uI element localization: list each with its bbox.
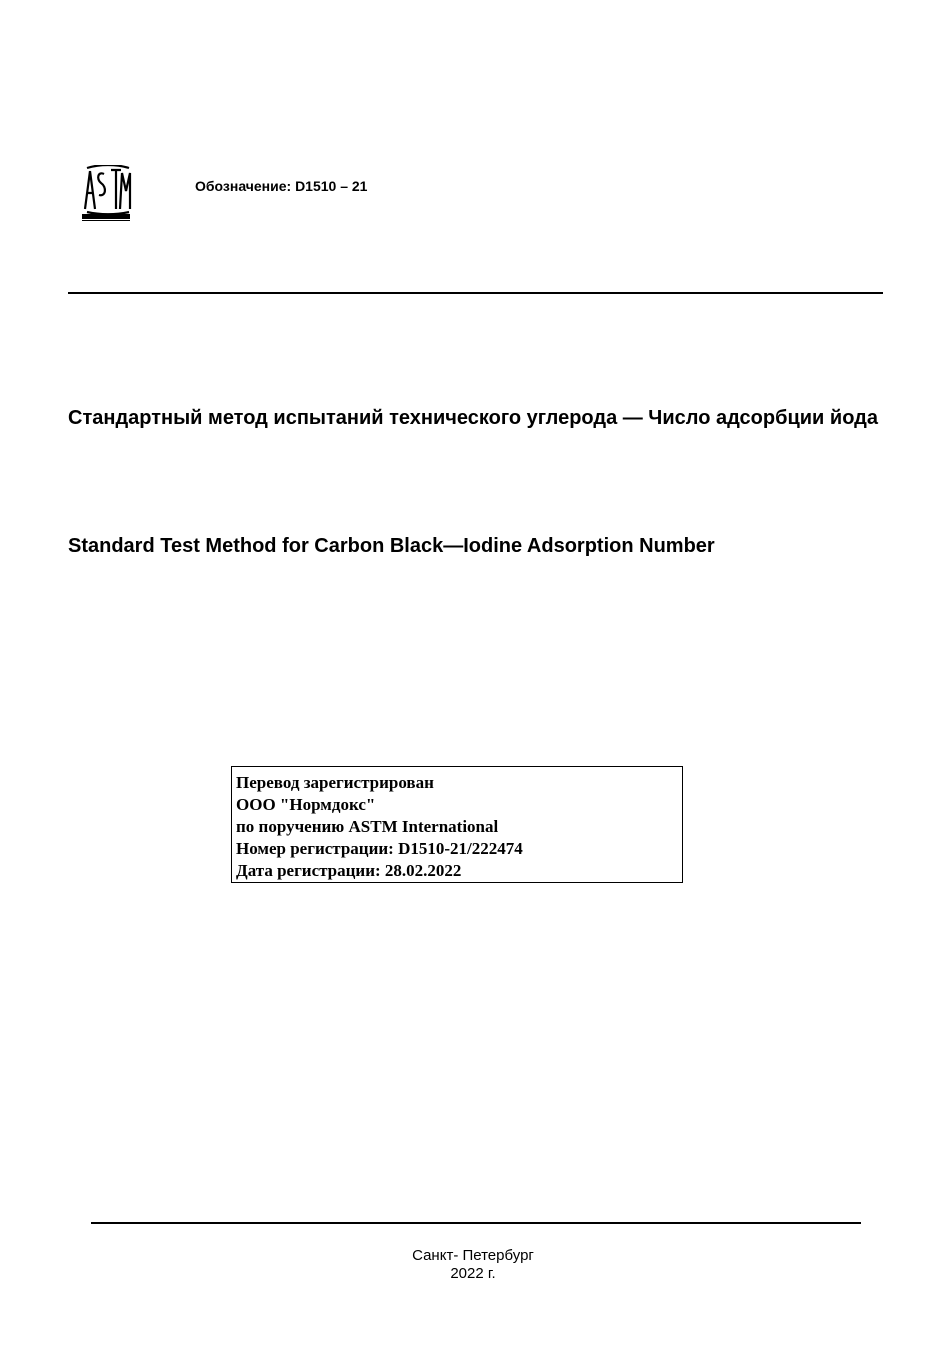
footer-city: Санкт- Петербург bbox=[412, 1247, 534, 1264]
title-english: Standard Test Method for Carbon Black—Iodine Adsorption Number bbox=[68, 535, 715, 557]
footer-divider bbox=[91, 1222, 861, 1224]
registration-date: Дата регистрации: 28.02.2022 bbox=[236, 861, 462, 880]
registration-line: по поручению ASTM International bbox=[236, 817, 499, 836]
registration-line: ООО "Нормдокс" bbox=[236, 795, 376, 814]
registration-number: Номер регистрации: D1510-21/222474 bbox=[236, 839, 523, 858]
footer-year: 2022 г. bbox=[450, 1265, 496, 1282]
designation: Обозначение: D1510 – 21 bbox=[195, 178, 368, 194]
title-russian: Стандартный метод испытаний технического углерода — Число адсорбции йода bbox=[68, 407, 878, 429]
header-divider bbox=[68, 292, 883, 294]
footer bbox=[0, 1247, 946, 1283]
registration-line: Перевод зарегистрирован bbox=[236, 773, 434, 792]
astm-logo-icon bbox=[80, 165, 132, 221]
registration-box bbox=[231, 766, 683, 883]
